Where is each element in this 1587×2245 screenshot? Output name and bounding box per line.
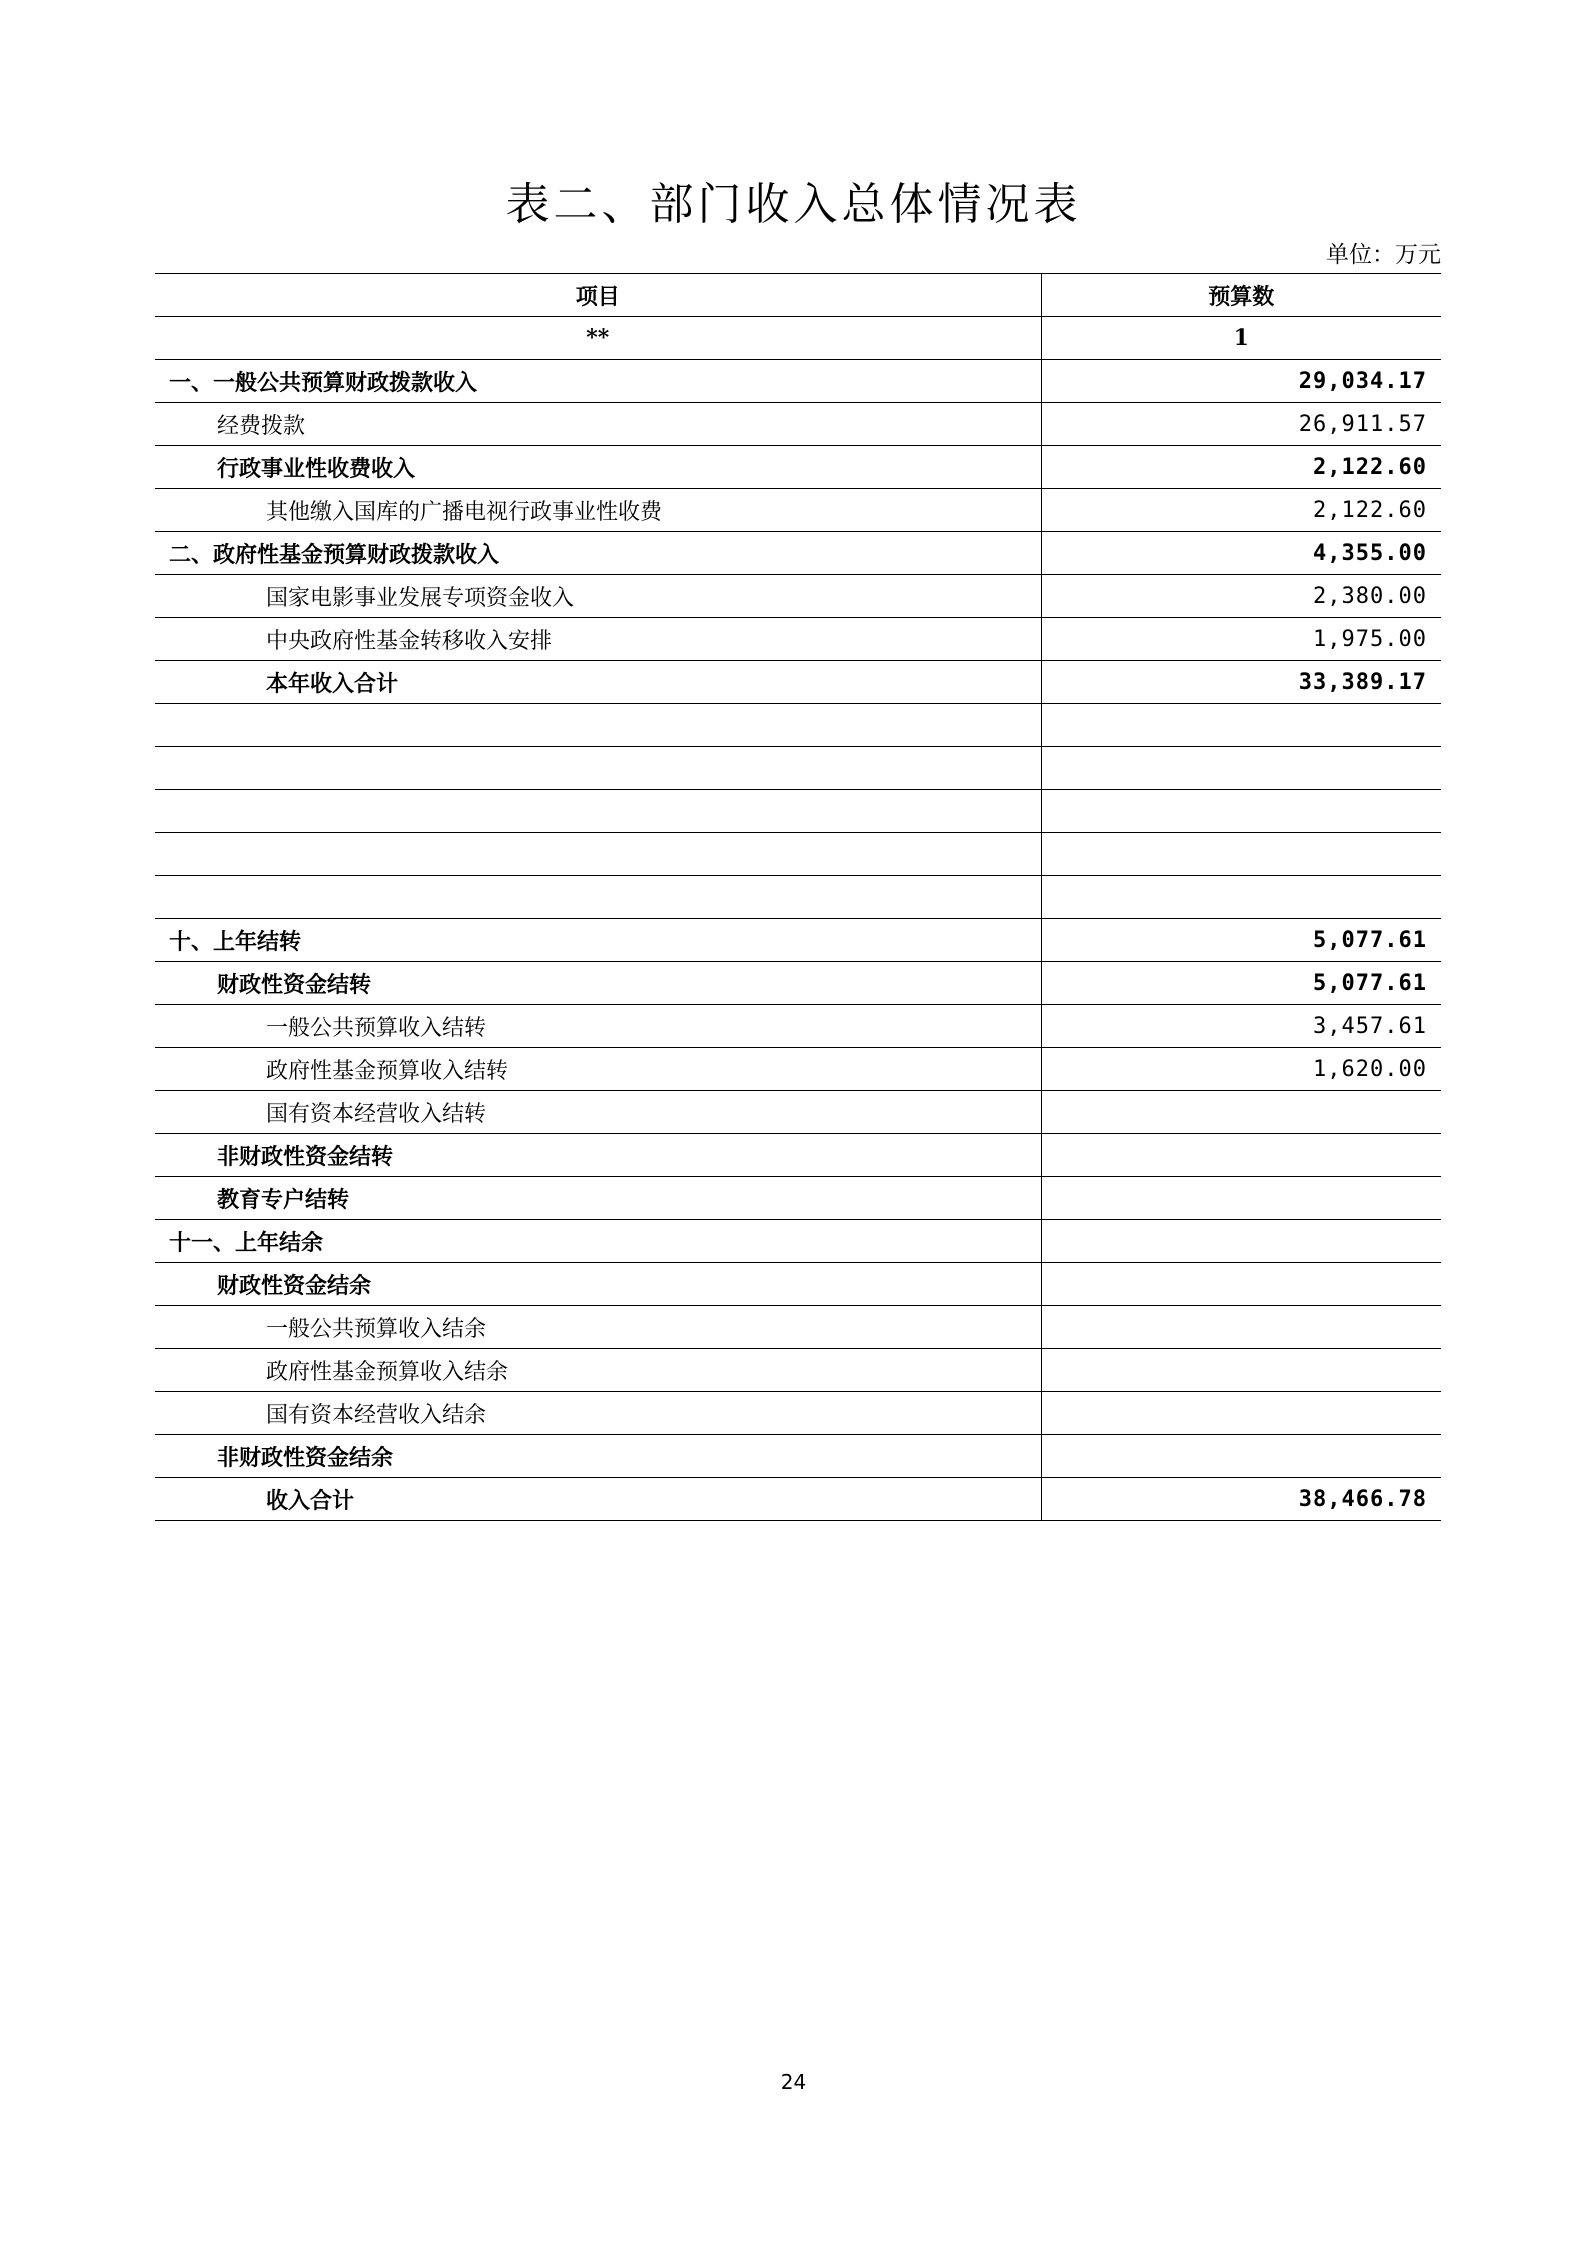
- row-label: 行政事业性收费收入: [155, 446, 1041, 489]
- table-row: [155, 489, 1441, 532]
- row-amount: [1041, 1435, 1441, 1478]
- table-row: [155, 1091, 1441, 1134]
- row-amount: [1041, 1091, 1441, 1134]
- table-row-empty: [155, 747, 1441, 790]
- table-row: [155, 1048, 1441, 1091]
- row-label: 政府性基金预算收入结余: [155, 1349, 1041, 1392]
- row-label: 收入合计: [155, 1478, 1041, 1521]
- table-row: [155, 575, 1441, 618]
- row-amount: 29,034.17: [1041, 360, 1441, 403]
- row-label: 一般公共预算收入结余: [155, 1306, 1041, 1349]
- table-row: [155, 1134, 1441, 1177]
- row-amount: 5,077.61: [1041, 962, 1441, 1005]
- table-row: [155, 1220, 1441, 1263]
- row-amount: 33,389.17: [1041, 661, 1441, 704]
- row-amount: [1041, 1134, 1441, 1177]
- row-label: 经费拨款: [155, 403, 1041, 446]
- column-header-item: 项目: [155, 274, 1041, 317]
- table-row-empty: [155, 704, 1441, 747]
- row-amount: 1,975.00: [1041, 618, 1441, 661]
- row-amount: [1041, 1392, 1441, 1435]
- row-label: 二、政府性基金预算财政拨款收入: [155, 532, 1041, 575]
- row-amount: [1041, 833, 1441, 876]
- row-amount: [1041, 790, 1441, 833]
- subheader-budget: 1: [1041, 317, 1441, 360]
- table-row-empty: [155, 833, 1441, 876]
- table-subheader-row: [155, 317, 1441, 360]
- row-amount: 26,911.57: [1041, 403, 1441, 446]
- row-label: 十、上年结转: [155, 919, 1041, 962]
- row-label: [155, 747, 1041, 790]
- subheader-item: **: [155, 317, 1041, 360]
- row-label: 财政性资金结转: [155, 962, 1041, 1005]
- row-amount: 2,122.60: [1041, 446, 1441, 489]
- table-row: [155, 1177, 1441, 1220]
- table-row: [155, 1263, 1441, 1306]
- page-number: 24: [780, 2070, 807, 2094]
- table-row: [155, 1349, 1441, 1392]
- row-amount: [1041, 1220, 1441, 1263]
- row-label: 教育专户结转: [155, 1177, 1041, 1220]
- row-amount: [1041, 1349, 1441, 1392]
- page-title: 表二、部门收入总体情况表: [505, 179, 1082, 230]
- table-row: [155, 1306, 1441, 1349]
- table-row: [155, 1392, 1441, 1435]
- row-label: 中央政府性基金转移收入安排: [155, 618, 1041, 661]
- income-table: [155, 273, 1441, 1521]
- row-amount: 2,380.00: [1041, 575, 1441, 618]
- row-amount: 4,355.00: [1041, 532, 1441, 575]
- row-label: 一、一般公共预算财政拨款收入: [155, 360, 1041, 403]
- row-amount: 2,122.60: [1041, 489, 1441, 532]
- row-label: 国家电影事业发展专项资金收入: [155, 575, 1041, 618]
- row-label: [155, 833, 1041, 876]
- table-row: [155, 360, 1441, 403]
- table-row: [155, 532, 1441, 575]
- table-row: [155, 1435, 1441, 1478]
- row-amount: [1041, 1177, 1441, 1220]
- table-row: [155, 661, 1441, 704]
- row-label: 非财政性资金结余: [155, 1435, 1041, 1478]
- table-row-total: [155, 1478, 1441, 1521]
- row-label: 其他缴入国库的广播电视行政事业性收费: [155, 489, 1041, 532]
- row-amount: 3,457.61: [1041, 1005, 1441, 1048]
- row-amount: [1041, 704, 1441, 747]
- table-row: [155, 919, 1441, 962]
- row-label: [155, 876, 1041, 919]
- row-amount: 38,466.78: [1041, 1478, 1441, 1521]
- row-label: 财政性资金结余: [155, 1263, 1041, 1306]
- row-amount: [1041, 876, 1441, 919]
- row-label: 十一、上年结余: [155, 1220, 1041, 1263]
- row-label: 国有资本经营收入结余: [155, 1392, 1041, 1435]
- row-label: [155, 790, 1041, 833]
- row-label: 一般公共预算收入结转: [155, 1005, 1041, 1048]
- row-label: 政府性基金预算收入结转: [155, 1048, 1041, 1091]
- table-row-empty: [155, 790, 1441, 833]
- row-label: 本年收入合计: [155, 661, 1041, 704]
- row-amount: [1041, 747, 1441, 790]
- column-header-budget: 预算数: [1041, 274, 1441, 317]
- row-amount: [1041, 1263, 1441, 1306]
- table-header-row: [155, 274, 1441, 317]
- table-row: [155, 618, 1441, 661]
- row-label: [155, 704, 1041, 747]
- unit-label: 单位：万元: [1326, 242, 1441, 268]
- row-amount: [1041, 1306, 1441, 1349]
- table-row-empty: [155, 876, 1441, 919]
- row-amount: 5,077.61: [1041, 919, 1441, 962]
- table-row: [155, 403, 1441, 446]
- table-row: [155, 446, 1441, 489]
- table-row: [155, 962, 1441, 1005]
- row-label: 国有资本经营收入结转: [155, 1091, 1041, 1134]
- table-row: [155, 1005, 1441, 1048]
- row-label: 非财政性资金结转: [155, 1134, 1041, 1177]
- row-amount: 1,620.00: [1041, 1048, 1441, 1091]
